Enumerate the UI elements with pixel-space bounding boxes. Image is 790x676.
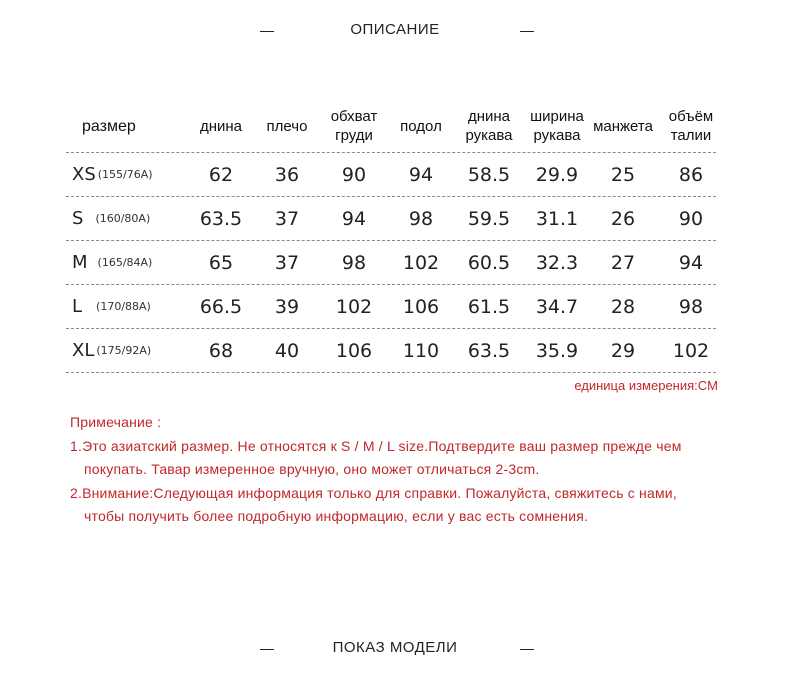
- cell-bust: 106: [335, 339, 373, 362]
- size-label: S (160/80A): [72, 208, 151, 229]
- size-chart-table: [66, 100, 716, 373]
- cell-sleeve-width: 32.3: [535, 251, 579, 274]
- unit-note: единица измерения:CM: [574, 378, 718, 393]
- cell-bust: 102: [335, 295, 373, 318]
- cell-waist: 90: [678, 207, 704, 230]
- cell-sleeve-length: 61.5: [467, 295, 511, 318]
- section-title-model-show: ПОКАЗ МОДЕЛИ: [332, 639, 458, 656]
- header-sleeve-length: днина рукава: [465, 108, 513, 144]
- note-line-1: 1.Это азиатский размер. Не относятся к S / M / L size.Подтвердите ваш размер прежде чем: [70, 437, 682, 454]
- table-row: [66, 152, 716, 196]
- cell-hem: 110: [402, 339, 440, 362]
- cell-length: 65: [208, 251, 234, 274]
- section-header-model-show: [0, 637, 790, 661]
- cell-sleeve-width: 29.9: [535, 163, 579, 186]
- header-bust: обхват груди: [330, 108, 378, 144]
- cell-sleeve-length: 58.5: [467, 163, 511, 186]
- cell-cuff: 25: [610, 163, 636, 186]
- section-header-description: [0, 19, 790, 43]
- cell-waist: 94: [678, 251, 704, 274]
- cell-shoulder: 37: [274, 207, 300, 230]
- cell-length: 68: [208, 339, 234, 362]
- size-label: M (165/84A): [72, 252, 153, 273]
- header-length: днина: [199, 117, 243, 135]
- cell-sleeve-length: 59.5: [467, 207, 511, 230]
- cell-length: 66.5: [199, 295, 243, 318]
- header-dash-right: [520, 649, 534, 650]
- cell-hem: 106: [402, 295, 440, 318]
- header-size: размер: [82, 117, 136, 135]
- cell-sleeve-length: 60.5: [467, 251, 511, 274]
- cell-waist: 86: [678, 163, 704, 186]
- cell-cuff: 29: [610, 339, 636, 362]
- cell-cuff: 28: [610, 295, 636, 318]
- cell-bust: 90: [341, 163, 367, 186]
- cell-length: 63.5: [199, 207, 243, 230]
- header-sleeve-width: ширина рукава: [530, 108, 584, 144]
- cell-shoulder: 37: [274, 251, 300, 274]
- size-label: XL (175/92A): [72, 340, 152, 361]
- cell-hem: 94: [408, 163, 434, 186]
- notes-block: [70, 411, 750, 529]
- note-line-2b: чтобы получить более подробную информацию, если у вас есть сомнения.: [84, 508, 589, 524]
- note-line-2: 2.Внимание:Следующая информация только для справки. Пожалуйста, свяжитесь с нами,: [70, 484, 677, 501]
- header-waist: объём талии: [668, 108, 714, 144]
- notes-heading: Примечание :: [70, 414, 162, 430]
- cell-sleeve-width: 35.9: [535, 339, 579, 362]
- cell-bust: 98: [341, 251, 367, 274]
- cell-cuff: 26: [610, 207, 636, 230]
- size-label: XS (155/76A): [72, 164, 153, 185]
- header-cuff: манжета: [593, 117, 653, 135]
- cell-sleeve-width: 31.1: [535, 207, 579, 230]
- cell-hem: 98: [408, 207, 434, 230]
- cell-length: 62: [208, 163, 234, 186]
- note-line-1b: покупать. Тавар измеренное вручную, оно может отличаться 2-3cm.: [84, 461, 540, 477]
- header-hem: подол: [400, 117, 442, 135]
- cell-hem: 102: [402, 251, 440, 274]
- table-row: [66, 196, 716, 240]
- cell-waist: 102: [672, 339, 710, 362]
- table-header-row: [66, 100, 716, 152]
- section-title-description: ОПИСАНИЕ: [350, 21, 440, 38]
- cell-cuff: 27: [610, 251, 636, 274]
- table-row: [66, 240, 716, 284]
- header-dash-right: [520, 31, 534, 32]
- cell-sleeve-length: 63.5: [467, 339, 511, 362]
- size-label: L (170/88A): [72, 296, 151, 317]
- cell-waist: 98: [678, 295, 704, 318]
- cell-shoulder: 36: [274, 163, 300, 186]
- header-shoulder: плечо: [266, 117, 308, 135]
- cell-shoulder: 40: [274, 339, 300, 362]
- cell-bust: 94: [341, 207, 367, 230]
- cell-sleeve-width: 34.7: [535, 295, 579, 318]
- table-row: [66, 328, 716, 373]
- cell-shoulder: 39: [274, 295, 300, 318]
- table-row: [66, 284, 716, 328]
